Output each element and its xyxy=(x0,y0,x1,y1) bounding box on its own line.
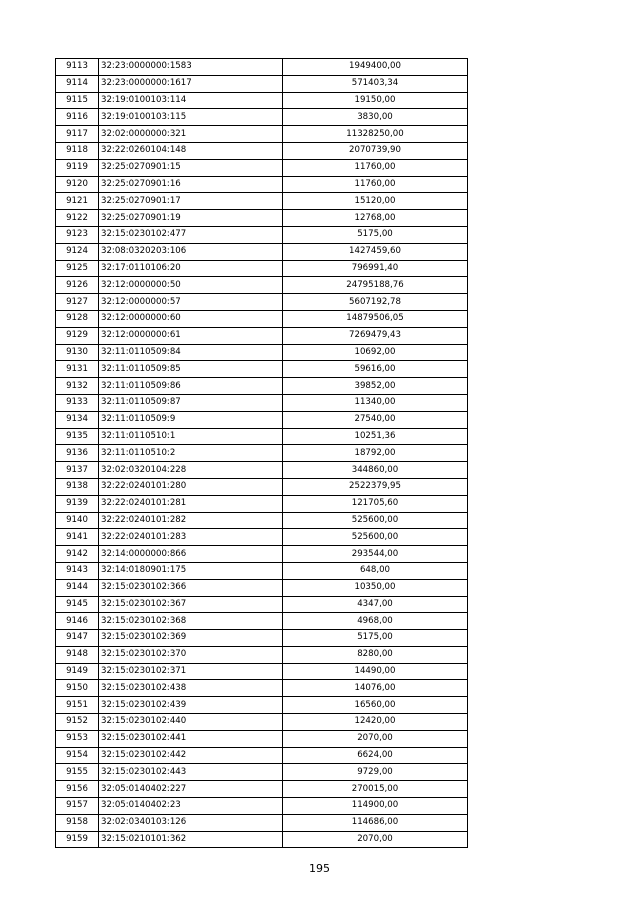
cadastral-number-cell: 32:25:0270901:16 xyxy=(99,176,283,193)
table-row xyxy=(56,310,468,327)
row-number-cell: 9145 xyxy=(56,596,99,613)
cadastral-number-cell: 32:11:0110509:85 xyxy=(99,361,283,378)
table-row xyxy=(56,747,468,764)
table-row xyxy=(56,831,468,848)
table-row xyxy=(56,680,468,697)
row-number-cell: 9147 xyxy=(56,630,99,647)
row-number-cell: 9143 xyxy=(56,562,99,579)
cadastral-number-cell: 32:15:0230102:371 xyxy=(99,663,283,680)
table-row xyxy=(56,428,468,445)
registry-table xyxy=(55,58,468,848)
table-row xyxy=(56,781,468,798)
row-number-cell: 9157 xyxy=(56,798,99,815)
cadastral-number-cell: 32:11:0110509:86 xyxy=(99,378,283,395)
cadastral-number-cell: 32:15:0230102:442 xyxy=(99,747,283,764)
table-row xyxy=(56,243,468,260)
table-row xyxy=(56,126,468,143)
value-cell: 5607192,78 xyxy=(283,294,468,311)
table-row xyxy=(56,226,468,243)
value-cell: 10251,36 xyxy=(283,428,468,445)
cadastral-number-cell: 32:15:0230102:443 xyxy=(99,764,283,781)
table-row xyxy=(56,193,468,210)
cadastral-number-cell: 32:15:0230102:369 xyxy=(99,630,283,647)
value-cell: 5175,00 xyxy=(283,630,468,647)
row-number-cell: 9156 xyxy=(56,781,99,798)
row-number-cell: 9133 xyxy=(56,394,99,411)
cadastral-number-cell: 32:23:0000000:1583 xyxy=(99,59,283,76)
table-row xyxy=(56,260,468,277)
table-row xyxy=(56,579,468,596)
cadastral-number-cell: 32:25:0270901:17 xyxy=(99,193,283,210)
value-cell: 11760,00 xyxy=(283,176,468,193)
table-row xyxy=(56,92,468,109)
table-row xyxy=(56,59,468,76)
value-cell: 11340,00 xyxy=(283,394,468,411)
value-cell: 11760,00 xyxy=(283,159,468,176)
table-row xyxy=(56,596,468,613)
value-cell: 14490,00 xyxy=(283,663,468,680)
cadastral-number-cell: 32:15:0230102:439 xyxy=(99,697,283,714)
table-row xyxy=(56,546,468,563)
table-row xyxy=(56,277,468,294)
row-number-cell: 9144 xyxy=(56,579,99,596)
value-cell: 121705,60 xyxy=(283,495,468,512)
cadastral-number-cell: 32:15:0230102:438 xyxy=(99,680,283,697)
table-row xyxy=(56,462,468,479)
cadastral-number-cell: 32:22:0240101:281 xyxy=(99,495,283,512)
value-cell: 27540,00 xyxy=(283,411,468,428)
table-row xyxy=(56,630,468,647)
table-row xyxy=(56,411,468,428)
value-cell: 14879506,05 xyxy=(283,310,468,327)
value-cell: 2070739,90 xyxy=(283,142,468,159)
cadastral-number-cell: 32:08:0320203:106 xyxy=(99,243,283,260)
value-cell: 10692,00 xyxy=(283,344,468,361)
value-cell: 114900,00 xyxy=(283,798,468,815)
table-row xyxy=(56,562,468,579)
row-number-cell: 9135 xyxy=(56,428,99,445)
table-row xyxy=(56,613,468,630)
row-number-cell: 9125 xyxy=(56,260,99,277)
cadastral-number-cell: 32:11:0110509:9 xyxy=(99,411,283,428)
row-number-cell: 9115 xyxy=(56,92,99,109)
cadastral-number-cell: 32:05:0140402:227 xyxy=(99,781,283,798)
row-number-cell: 9130 xyxy=(56,344,99,361)
row-number-cell: 9158 xyxy=(56,814,99,831)
value-cell: 6624,00 xyxy=(283,747,468,764)
value-cell: 24795188,76 xyxy=(283,277,468,294)
cadastral-number-cell: 32:15:0230102:370 xyxy=(99,646,283,663)
table-row xyxy=(56,495,468,512)
value-cell: 344860,00 xyxy=(283,462,468,479)
row-number-cell: 9148 xyxy=(56,646,99,663)
value-cell: 4347,00 xyxy=(283,596,468,613)
row-number-cell: 9117 xyxy=(56,126,99,143)
table-row xyxy=(56,176,468,193)
value-cell: 293544,00 xyxy=(283,546,468,563)
value-cell: 1427459,60 xyxy=(283,243,468,260)
cadastral-number-cell: 32:15:0230102:367 xyxy=(99,596,283,613)
row-number-cell: 9116 xyxy=(56,109,99,126)
cadastral-number-cell: 32:11:0110509:84 xyxy=(99,344,283,361)
table-row xyxy=(56,764,468,781)
value-cell: 525600,00 xyxy=(283,512,468,529)
cadastral-number-cell: 32:19:0100103:115 xyxy=(99,109,283,126)
table-row xyxy=(56,478,468,495)
table-row xyxy=(56,697,468,714)
row-number-cell: 9122 xyxy=(56,210,99,227)
row-number-cell: 9126 xyxy=(56,277,99,294)
cadastral-number-cell: 32:14:0180901:175 xyxy=(99,562,283,579)
row-number-cell: 9159 xyxy=(56,831,99,848)
cadastral-number-cell: 32:14:0000000:866 xyxy=(99,546,283,563)
cadastral-number-cell: 32:12:0000000:57 xyxy=(99,294,283,311)
value-cell: 114686,00 xyxy=(283,814,468,831)
cadastral-number-cell: 32:22:0240101:283 xyxy=(99,529,283,546)
table-row xyxy=(56,714,468,731)
table-row xyxy=(56,109,468,126)
row-number-cell: 9151 xyxy=(56,697,99,714)
row-number-cell: 9124 xyxy=(56,243,99,260)
cadastral-number-cell: 32:02:0000000:321 xyxy=(99,126,283,143)
value-cell: 7269479,43 xyxy=(283,327,468,344)
cadastral-number-cell: 32:15:0230102:477 xyxy=(99,226,283,243)
registry-table-body xyxy=(56,59,468,848)
row-number-cell: 9152 xyxy=(56,714,99,731)
cadastral-number-cell: 32:11:0110510:2 xyxy=(99,445,283,462)
value-cell: 10350,00 xyxy=(283,579,468,596)
row-number-cell: 9140 xyxy=(56,512,99,529)
row-number-cell: 9149 xyxy=(56,663,99,680)
value-cell: 14076,00 xyxy=(283,680,468,697)
row-number-cell: 9136 xyxy=(56,445,99,462)
cadastral-number-cell: 32:02:0340103:126 xyxy=(99,814,283,831)
value-cell: 648,00 xyxy=(283,562,468,579)
table-row xyxy=(56,75,468,92)
row-number-cell: 9119 xyxy=(56,159,99,176)
cadastral-number-cell: 32:11:0110510:1 xyxy=(99,428,283,445)
cadastral-number-cell: 32:05:0140402:23 xyxy=(99,798,283,815)
row-number-cell: 9118 xyxy=(56,142,99,159)
value-cell: 9729,00 xyxy=(283,764,468,781)
table-row xyxy=(56,512,468,529)
table-row xyxy=(56,814,468,831)
value-cell: 39852,00 xyxy=(283,378,468,395)
row-number-cell: 9155 xyxy=(56,764,99,781)
cadastral-number-cell: 32:02:0320104:228 xyxy=(99,462,283,479)
row-number-cell: 9138 xyxy=(56,478,99,495)
value-cell: 12420,00 xyxy=(283,714,468,731)
value-cell: 2070,00 xyxy=(283,730,468,747)
cadastral-number-cell: 32:11:0110509:87 xyxy=(99,394,283,411)
table-row xyxy=(56,142,468,159)
row-number-cell: 9128 xyxy=(56,310,99,327)
row-number-cell: 9129 xyxy=(56,327,99,344)
cadastral-number-cell: 32:12:0000000:60 xyxy=(99,310,283,327)
cadastral-number-cell: 32:22:0240101:282 xyxy=(99,512,283,529)
cadastral-number-cell: 32:15:0230102:440 xyxy=(99,714,283,731)
table-row xyxy=(56,798,468,815)
table-row xyxy=(56,529,468,546)
row-number-cell: 9120 xyxy=(56,176,99,193)
row-number-cell: 9131 xyxy=(56,361,99,378)
table-row xyxy=(56,663,468,680)
row-number-cell: 9127 xyxy=(56,294,99,311)
value-cell: 5175,00 xyxy=(283,226,468,243)
cadastral-number-cell: 32:12:0000000:50 xyxy=(99,277,283,294)
row-number-cell: 9123 xyxy=(56,226,99,243)
row-number-cell: 9146 xyxy=(56,613,99,630)
cadastral-number-cell: 32:15:0230102:366 xyxy=(99,579,283,596)
value-cell: 270015,00 xyxy=(283,781,468,798)
cadastral-number-cell: 32:25:0270901:19 xyxy=(99,210,283,227)
value-cell: 19150,00 xyxy=(283,92,468,109)
table-row xyxy=(56,294,468,311)
value-cell: 571403,34 xyxy=(283,75,468,92)
table-row xyxy=(56,210,468,227)
cadastral-number-cell: 32:17:0110106:20 xyxy=(99,260,283,277)
row-number-cell: 9114 xyxy=(56,75,99,92)
row-number-cell: 9142 xyxy=(56,546,99,563)
row-number-cell: 9113 xyxy=(56,59,99,76)
value-cell: 16560,00 xyxy=(283,697,468,714)
table-row xyxy=(56,730,468,747)
row-number-cell: 9134 xyxy=(56,411,99,428)
row-number-cell: 9121 xyxy=(56,193,99,210)
table-row xyxy=(56,159,468,176)
table-row xyxy=(56,344,468,361)
value-cell: 2522379,95 xyxy=(283,478,468,495)
value-cell: 59616,00 xyxy=(283,361,468,378)
value-cell: 525600,00 xyxy=(283,529,468,546)
row-number-cell: 9139 xyxy=(56,495,99,512)
cadastral-number-cell: 32:15:0230102:441 xyxy=(99,730,283,747)
row-number-cell: 9153 xyxy=(56,730,99,747)
table-row xyxy=(56,394,468,411)
value-cell: 12768,00 xyxy=(283,210,468,227)
cadastral-number-cell: 32:22:0240101:280 xyxy=(99,478,283,495)
cadastral-number-cell: 32:23:0000000:1617 xyxy=(99,75,283,92)
cadastral-number-cell: 32:15:0210101:362 xyxy=(99,831,283,848)
value-cell: 796991,40 xyxy=(283,260,468,277)
value-cell: 11328250,00 xyxy=(283,126,468,143)
value-cell: 2070,00 xyxy=(283,831,468,848)
value-cell: 4968,00 xyxy=(283,613,468,630)
cadastral-number-cell: 32:22:0260104:148 xyxy=(99,142,283,159)
table-row xyxy=(56,361,468,378)
row-number-cell: 9150 xyxy=(56,680,99,697)
value-cell: 18792,00 xyxy=(283,445,468,462)
table-row xyxy=(56,378,468,395)
table-row xyxy=(56,327,468,344)
value-cell: 8280,00 xyxy=(283,646,468,663)
row-number-cell: 9137 xyxy=(56,462,99,479)
page-number: 195 xyxy=(309,862,330,875)
row-number-cell: 9154 xyxy=(56,747,99,764)
table-row xyxy=(56,445,468,462)
cadastral-number-cell: 32:25:0270901:15 xyxy=(99,159,283,176)
cadastral-number-cell: 32:12:0000000:61 xyxy=(99,327,283,344)
row-number-cell: 9132 xyxy=(56,378,99,395)
value-cell: 3830,00 xyxy=(283,109,468,126)
row-number-cell: 9141 xyxy=(56,529,99,546)
value-cell: 1949400,00 xyxy=(283,59,468,76)
cadastral-number-cell: 32:19:0100103:114 xyxy=(99,92,283,109)
table-row xyxy=(56,646,468,663)
value-cell: 15120,00 xyxy=(283,193,468,210)
cadastral-number-cell: 32:15:0230102:368 xyxy=(99,613,283,630)
